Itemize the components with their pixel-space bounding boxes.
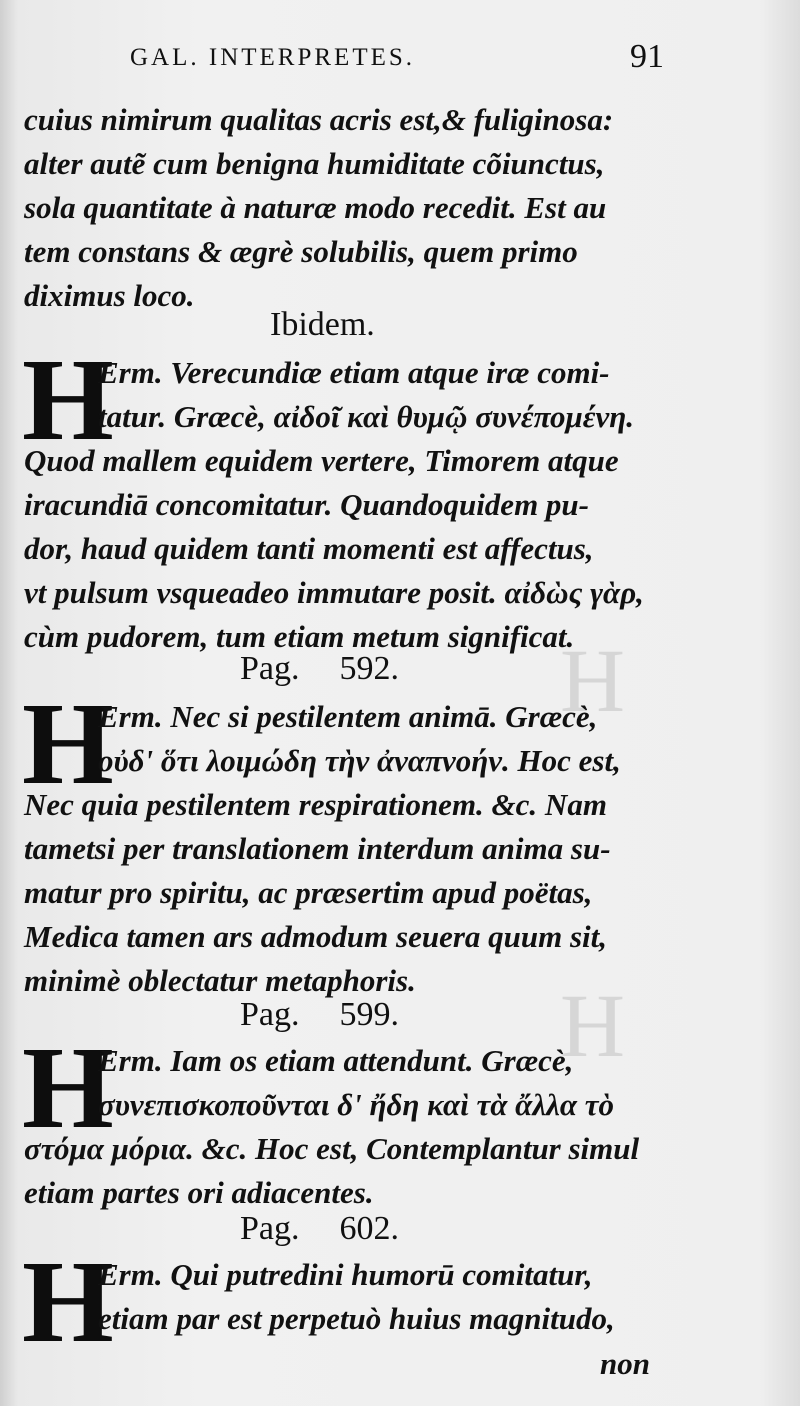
section-heading	[240, 1208, 399, 1250]
text-line: Erm. Verecundiæ etiam atque iræ comi-	[98, 355, 610, 390]
text-line: Nec quia pestilentem respirationem. &c. Nam	[24, 787, 607, 822]
text-line: iracundiā concomitatur. Quandoquidem pu-	[24, 487, 589, 522]
text-line: etiam partes ori adiacentes.	[24, 1175, 374, 1210]
bleed-through-letter: H	[560, 977, 625, 1076]
text-line: Medica tamen ars admodum seuera quum sit,	[24, 919, 608, 954]
heading-label: Pag.	[240, 996, 300, 1033]
text-line: στόμα μόρια. &c. Hoc est, Contemplantur simul	[24, 1131, 640, 1166]
drop-cap: H	[22, 334, 114, 465]
section-heading	[240, 648, 399, 690]
heading-label: Pag.	[240, 1210, 300, 1247]
heading-label: Pag.	[240, 650, 300, 687]
bleed-through-letter: H	[560, 632, 625, 731]
drop-cap: H	[22, 1022, 114, 1153]
text-line: diximus loco.	[24, 278, 195, 313]
text-line: sola quantitate à naturæ modo recedit. Est au	[24, 190, 607, 225]
page-number: 91	[630, 38, 664, 75]
text-line: Erm. Iam os etiam attendunt. Græcè,	[98, 1043, 574, 1078]
text-line: οὐδ' ὅτι λοιμώδη τὴν ἀναπνοήν. Hoc est,	[98, 743, 621, 778]
drop-cap: H	[22, 678, 114, 809]
text-line: tametsi per translationem interdum anima su-	[24, 831, 611, 866]
heading-page-number: 599.	[339, 996, 399, 1033]
heading-page-number: 602.	[339, 1210, 399, 1247]
running-header	[130, 38, 690, 80]
text-line: Erm. Qui putredini humorū comitatur,	[98, 1257, 593, 1292]
text-line: tem constans & ægrè solubilis, quem primo	[24, 234, 578, 269]
text-line: cùm pudorem, tum etiam metum significat.	[24, 619, 575, 654]
drop-cap: H	[22, 1236, 114, 1367]
text-line: vt pulsum vsqueadeo immutare posit. αἰδὼς γὰρ,	[24, 575, 644, 610]
text-line: etiam par est perpetuò huius magnitudo,	[98, 1301, 615, 1336]
section-heading	[270, 304, 375, 346]
heading-label: Ibidem.	[270, 306, 375, 343]
running-title: GAL. INTERPRETES.	[130, 44, 416, 71]
text-line: minimè oblectatur metaphoris.	[24, 963, 416, 998]
text-line: matur pro spiritu, ac præsertim apud poëtas,	[24, 875, 593, 910]
text-line: dor, haud quidem tanti momenti est affectus,	[24, 531, 594, 566]
text-line: συνεπισκοποῦνται δ' ἤδη καὶ τὰ ἄλλα τὸ	[98, 1087, 614, 1122]
text-line: alter autẽ cum benigna humiditate cõiunctus,	[24, 146, 605, 181]
text-line: cuius nimirum qualitas acris est,& fuliginosa:	[24, 102, 614, 137]
text-line: Erm. Nec si pestilentem animā. Græcè,	[98, 699, 598, 734]
text-line: Quod mallem equidem vertere, Timorem atque	[24, 443, 619, 478]
text-line: tatur. Græcè, αἰδοῖ καὶ θυμῷ συνέπομένη.	[98, 399, 635, 434]
catchword: non	[600, 1346, 650, 1381]
section-heading	[240, 994, 399, 1036]
heading-page-number: 592.	[339, 650, 399, 687]
